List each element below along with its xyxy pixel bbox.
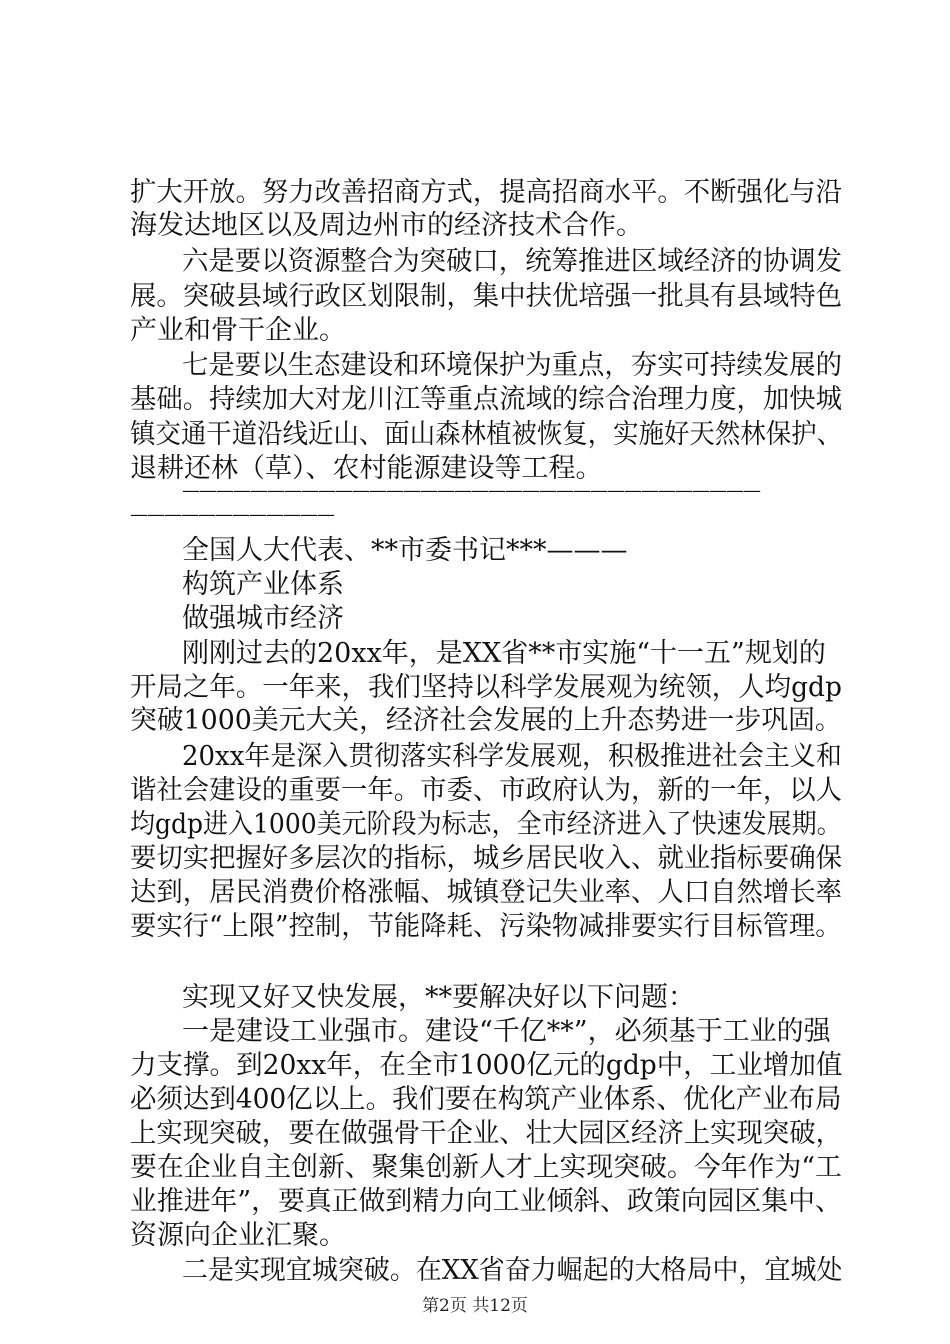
text-line: 上实现突破，要在做强骨干企业、壮大园区经济上实现突破， bbox=[130, 1118, 843, 1149]
text-line: 产业和骨干企业。 bbox=[130, 315, 346, 346]
text-line: 业推进年”，要真正做到精力向工业倾斜、政策向园区集中、 bbox=[130, 1186, 842, 1217]
text-line: 基础。持续加大对龙川江等重点流域的综合治理力度，加快城 bbox=[130, 384, 843, 415]
article-heading: 做强城市经济 bbox=[182, 603, 344, 634]
text-line: 要在企业自主创新、聚集创新人才上实现突破。今年作为“工 bbox=[130, 1152, 842, 1183]
article-heading: 全国人大代表、**市委书记***——— bbox=[182, 535, 628, 566]
text-line: 谐社会建设的重要一年。市委、市政府认为，新的一年，以人 bbox=[130, 775, 843, 806]
separator-line: —————————————————————————————————— bbox=[182, 480, 760, 501]
text-line: 扩大开放。努力改善招商方式，提高招商水平。不断强化与沿 bbox=[130, 177, 843, 208]
text-line: 要实行“上限”控制，节能降耗、污染物减排要实行目标管理。 bbox=[130, 911, 842, 942]
text-line: 20xx年是深入贯彻落实科学发展观，积极推进社会主义和 bbox=[182, 741, 842, 772]
text-line: 一是建设工业强市。建设“千亿**”，必须基于工业的强 bbox=[182, 1016, 831, 1047]
text-line: 开局之年。一年来，我们坚持以科学发展观为统领，人均gdp bbox=[130, 672, 842, 703]
text-line: 达到，居民消费价格涨幅、城镇登记失业率、人口自然增长率 bbox=[130, 877, 843, 908]
text-line: 六是要以资源整合为突破口，统筹推进区域经济的协调发 bbox=[182, 246, 843, 277]
article-heading: 构筑产业体系 bbox=[182, 569, 344, 600]
text-line: 均gdp进入1000美元阶段为标志，全市经济进入了快速发展期。 bbox=[130, 809, 842, 840]
text-line: 二是实现宜城突破。在XX省奋力崛起的大格局中，宜城处 bbox=[182, 1255, 843, 1286]
text-line: 七是要以生态建设和环境保护为重点，夯实可持续发展的 bbox=[182, 350, 843, 381]
text-line: 展。突破县域行政区划限制，集中扶优培强一批具有县域特色 bbox=[130, 281, 843, 312]
separator-line: ———————————— bbox=[130, 504, 334, 525]
text-line: 镇交通干道沿线近山、面山森林植被恢复，实施好天然林保护、 bbox=[130, 419, 843, 450]
text-line: 资源向企业汇聚。 bbox=[130, 1220, 346, 1251]
text-line: 退耕还林（草）、农村能源建设等工程。 bbox=[130, 453, 603, 484]
text-line: 必须达到400亿以上。我们要在构筑产业体系、优化产业布局 bbox=[130, 1084, 842, 1115]
page-number-footer: 第2页 共12页 bbox=[422, 1296, 528, 1316]
text-line: 要切实把握好多层次的指标，城乡居民收入、就业指标要确保 bbox=[130, 843, 843, 874]
text-line: 海发达地区以及周边州市的经济技术合作。 bbox=[130, 210, 643, 241]
text-line: 力支撑。到20xx年，在全市1000亿元的gdp中，工业增加值 bbox=[130, 1050, 843, 1081]
text-line: 突破1000美元大关，经济社会发展的上升态势进一步巩固。 bbox=[130, 705, 842, 736]
text-line: 刚刚过去的20xx年，是XX省**市实施“十一五”规划的 bbox=[182, 638, 826, 669]
text-line: 实现又好又快发展，**要解决好以下问题： bbox=[182, 982, 695, 1013]
